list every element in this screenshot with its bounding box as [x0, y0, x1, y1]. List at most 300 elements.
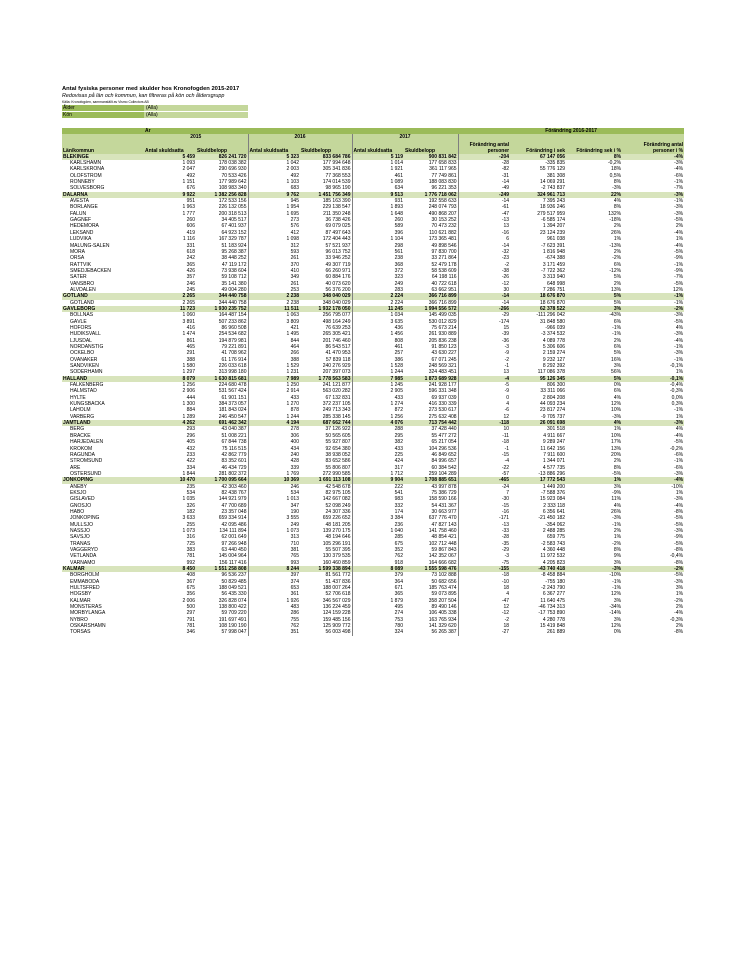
cell: 3 555 [248, 515, 300, 521]
cell: 659 226 652 [322, 515, 351, 522]
cell: 931 [352, 198, 404, 204]
cell: 683 [248, 185, 300, 191]
cell: 1 245 [352, 382, 404, 388]
cell: 2 047 [182, 166, 195, 173]
cell: 357 [186, 274, 195, 281]
header-forandring-antal: Förändring antal personer [458, 141, 510, 154]
row-label: VETLANDA [70, 553, 97, 560]
cell: 229 138 547 [322, 204, 351, 211]
cell: 136 224 459 [322, 604, 351, 611]
row-label: HÖGSBY [70, 591, 92, 598]
cell: 23 357 048 [221, 508, 247, 515]
row-label: SMEDJEBACKEN [70, 267, 111, 274]
cell: 381 308 [546, 172, 566, 179]
cell: 1 695 [248, 211, 300, 217]
row-label: ÅRE [70, 464, 81, 471]
cell: 82 975 105 [325, 489, 351, 496]
cell: 0% [613, 382, 622, 389]
cell: 1% [613, 236, 622, 243]
cell: -7 588 376 [541, 489, 566, 496]
cell: 791 [186, 616, 195, 623]
cell: 55 806 807 [325, 464, 351, 471]
cell: 34 405 517 [221, 217, 247, 224]
cell: 424 [352, 458, 404, 464]
cell: -465 [458, 477, 510, 483]
cell: -7% [674, 274, 684, 281]
cell: 8% [613, 179, 622, 186]
cell: 4 262 [144, 420, 196, 426]
cell: 163 765 934 [428, 616, 457, 623]
cell: 492 [248, 173, 300, 179]
cell: 755 [248, 617, 300, 623]
cell: 397 [248, 572, 300, 578]
cell: 48 854 421 [431, 534, 457, 541]
row-label: BRÄCKE [70, 432, 91, 439]
cell: 10% [611, 432, 622, 439]
cell: 52 098 249 [325, 502, 351, 509]
cell: 530 012 829 [428, 318, 457, 325]
cell: -12 [458, 281, 510, 287]
cell: 145 004 964 [218, 553, 247, 560]
cell: 324 483 451 [428, 369, 457, 376]
cell: 1 769 [248, 471, 300, 477]
cell: 1% [613, 426, 622, 433]
cell: 67 071 245 [431, 356, 457, 363]
cell: 22% [566, 192, 622, 198]
row-label: GISLAVED [70, 496, 95, 503]
cell: -5% [674, 318, 684, 325]
cell: 31 848 580 [540, 318, 566, 325]
cell: 41 708 962 [221, 350, 247, 357]
cell: 188 083 830 [428, 179, 457, 186]
cell: 1 073 [248, 528, 300, 534]
cell: 781 [186, 623, 195, 630]
cell: 464 [248, 344, 300, 350]
cell: 48 181 205 [325, 521, 351, 528]
cell: 167 329 787 [218, 236, 247, 243]
cell: 246 [186, 280, 195, 287]
cell: -12% [609, 267, 622, 274]
cell: 3% [566, 306, 622, 312]
cell: 18 936 246 [540, 204, 566, 211]
cell: -30 [458, 496, 510, 502]
cell: 361 [248, 591, 300, 597]
cell: -13 886 296 [538, 470, 566, 477]
cell: 659 334 914 [218, 515, 247, 522]
cell: -3% [622, 192, 684, 198]
cell: 141 758 460 [428, 527, 457, 534]
cell: -14% [609, 610, 622, 617]
cell: 2 006 [182, 597, 195, 604]
row-label: VÄRNAMO [70, 559, 96, 566]
cell: 51 183 924 [221, 242, 247, 249]
cell: 366 716 899 [428, 299, 457, 306]
cell: -8% [674, 559, 684, 566]
header-forandring-sek-pct: Förändring sek i % [566, 141, 622, 154]
cell: 50 682 656 [431, 578, 457, 585]
cell: -43 740 418 [510, 566, 566, 572]
cell: 1 103 [248, 179, 300, 185]
cell: -13% [609, 242, 622, 249]
source-note: Källa: Kronofogden, sammanställt av Vismo Collectors AB [62, 100, 149, 104]
cell: 190 [248, 509, 300, 515]
cell: 42 095 486 [221, 521, 247, 528]
cell: 1 093 [182, 160, 195, 167]
row-label: SÖDERHAMN [70, 369, 103, 376]
cell: 465 [186, 344, 195, 350]
row-label: KUNGSBACKA [70, 401, 105, 408]
cell: 1 777 [182, 210, 195, 217]
cell: 2% [613, 280, 622, 287]
cell: 753 [352, 617, 404, 623]
cell: 3 809 [248, 319, 300, 325]
cell: -3% [612, 185, 622, 192]
cell: 9 232 127 [542, 356, 566, 363]
cell: 47 119 172 [221, 261, 247, 268]
cell: -2% [622, 306, 684, 312]
cell: -174 [458, 319, 510, 325]
cell: 43 630 227 [431, 350, 457, 357]
cell: 306 [248, 433, 300, 439]
cell: 1 344 071 [542, 458, 566, 465]
cell: -16 [458, 230, 510, 236]
row-label: BORLÄNGE [70, 204, 98, 211]
cell: 364 [352, 579, 404, 585]
cell: 246 [248, 484, 300, 490]
cell: 1 630 815 681 [196, 376, 248, 382]
cell: 12 [458, 604, 510, 610]
cell: 492 [186, 172, 195, 179]
cell: 2% [675, 604, 684, 611]
cell: 366 716 899 [404, 293, 458, 299]
cell: -1 [458, 446, 510, 452]
cell: -5 [458, 382, 510, 388]
cell: 11 245 [352, 306, 404, 312]
cell: -3% [622, 420, 684, 426]
cell: 1 648 [352, 211, 404, 217]
cell: 188 049 521 [218, 585, 247, 592]
cell: 96 013 752 [325, 248, 351, 255]
cell: -8% [674, 629, 684, 636]
cell: 70 533 426 [221, 172, 247, 179]
cell: 174 [352, 509, 404, 515]
cell: 191 697 491 [218, 616, 247, 623]
cell: 256 795 077 [322, 312, 351, 319]
cell: 59 867 843 [431, 547, 457, 553]
cell: -5% [674, 572, 684, 579]
cell: 108 190 190 [218, 623, 247, 630]
row-label: STRÖMSUND [70, 458, 103, 465]
cell: -1% [674, 356, 684, 363]
cell: 55 927 807 [325, 439, 351, 446]
cell: 4% [675, 324, 684, 331]
cell: 59 709 220 [221, 610, 247, 617]
cell: 83 652 586 [325, 458, 351, 465]
cell: 2 488 285 [542, 527, 566, 534]
cell: 142 667 082 [322, 496, 351, 503]
cell: 97 830 700 [431, 248, 457, 255]
row-label: MÖNSTERÅS [70, 604, 102, 611]
cell: -12 [458, 610, 510, 616]
cell: 35 141 380 [221, 280, 247, 287]
cell: -15 [458, 452, 510, 458]
cell: 2 905 [352, 388, 404, 394]
cell: -28 [458, 534, 510, 540]
cell: 11% [611, 496, 622, 503]
cell: 1 098 [248, 236, 300, 242]
cell: 710 [248, 541, 300, 547]
row-label: MORA [70, 248, 85, 255]
cell: -0,4% [670, 553, 684, 560]
cell: -4% [674, 337, 684, 344]
cell: 419 [186, 229, 195, 236]
cell: 192 558 633 [428, 198, 457, 205]
cell: 1 456 [352, 331, 404, 337]
cell: 10 369 [248, 477, 300, 483]
cell: 185 163 390 [322, 198, 351, 205]
cell: -9 [458, 350, 510, 356]
cell: -2% [612, 255, 622, 262]
cell: 2 265 [182, 299, 195, 306]
cell: 11 640 475 [540, 597, 566, 604]
cell: 56 003 498 [325, 629, 351, 636]
cell: 826 241 720 [196, 154, 248, 160]
cell: 637 776 470 [428, 515, 457, 522]
cell: 5% [613, 350, 622, 357]
cell: 368 [352, 262, 404, 268]
cell: -4% [622, 154, 684, 160]
cell: 33 946 252 [325, 255, 351, 262]
cell: -1% [674, 407, 684, 414]
cell: 222 [352, 484, 404, 490]
cell: 54 431 367 [431, 502, 457, 509]
cell: 246 450 547 [218, 413, 247, 420]
cell: -18 [458, 439, 510, 445]
cell: -47 [458, 211, 510, 217]
cell: 18 [458, 623, 510, 629]
cell: -31 [458, 173, 510, 179]
row-label: HYLTE [70, 394, 86, 401]
cell: 59 073 895 [431, 591, 457, 598]
cell: 634 [352, 185, 404, 191]
cell: 1 893 [352, 204, 404, 210]
cell: 2 238 [248, 300, 300, 306]
cell: -8 458 884 [541, 572, 566, 579]
cell: 200 318 513 [218, 210, 247, 217]
cell: 285 [352, 534, 404, 540]
cell: 286 [248, 610, 300, 616]
cell: 2% [675, 623, 684, 630]
cell: 7 985 [352, 376, 404, 382]
cell: 348 040 029 [322, 299, 351, 306]
cell: 55 477 272 [431, 432, 457, 439]
cell: 2% [613, 337, 622, 344]
cell: -33 [458, 528, 510, 534]
cell: 765 [248, 553, 300, 559]
cell: 52 479 178 [431, 261, 457, 268]
cell: 98 965 190 [325, 185, 351, 192]
cell: -5% [674, 280, 684, 287]
cell: 412 [248, 230, 300, 236]
cell: 37 428 440 [431, 426, 457, 433]
row-label: HALMSTAD [70, 388, 97, 395]
cell: -3% [612, 515, 622, 522]
filter-age[interactable] [62, 105, 684, 112]
cell: -14 [458, 293, 510, 299]
row-label: GOTLAND [62, 293, 144, 299]
cell: 7 911 600 [543, 451, 566, 458]
row-label: LAHOLM [70, 407, 91, 414]
cell: 671 [352, 585, 404, 591]
cell: 188 007 264 [322, 585, 351, 592]
cell: -7% [674, 185, 684, 192]
cell: -5% [674, 540, 684, 547]
cell: 12% [611, 591, 622, 598]
cell: 96 221 353 [431, 185, 457, 192]
cell: 7 [458, 490, 510, 496]
cell: 1% [675, 489, 684, 496]
cell: 18 676 870 [510, 293, 566, 299]
cell: 6 367 277 [542, 591, 566, 598]
cell: 313 [248, 534, 300, 540]
cell: 86 543 517 [325, 344, 351, 350]
row-label: GÄVLEBORG [62, 306, 144, 312]
row-label: MÖRBYLÅNGA [70, 610, 106, 617]
cell: 1% [675, 236, 684, 243]
cell: 6% [613, 388, 622, 395]
cell: 1 289 [182, 413, 195, 420]
cell: 1 921 [352, 166, 404, 172]
filter-gender-value[interactable]: (Alla) [144, 112, 248, 118]
row-label: SÄTER [70, 274, 87, 281]
cell: -3% [674, 470, 684, 477]
header-forandring-antal-pct: Förändring antal personer i % [622, 141, 684, 154]
cell: 428 [248, 458, 300, 464]
cell: 40 722 618 [431, 280, 457, 287]
cell: 9% [613, 553, 622, 560]
cell: 62 001 649 [221, 534, 247, 541]
cell: -2 243 790 [541, 585, 566, 592]
cell: -111 296 042 [536, 312, 566, 319]
row-label: MALUNG-SÄLEN [70, 242, 110, 249]
cell: 3 384 [352, 515, 404, 521]
cell: 344 440 758 [218, 299, 247, 306]
header-2017: 2017 [352, 134, 458, 140]
cell: 332 [352, 503, 404, 509]
cell: -13 [458, 522, 510, 528]
cell: 159 485 156 [322, 616, 351, 623]
filter-age-value[interactable]: (Alla) [144, 105, 248, 111]
row-label: SANDVIKEN [70, 363, 99, 370]
cell: 1 474 [182, 331, 195, 338]
cell: 356 [186, 591, 195, 598]
cell: 416 330 339 [428, 401, 457, 408]
cell: -24 [458, 484, 510, 490]
cell: -5% [612, 470, 622, 477]
cell: 194 879 981 [218, 337, 247, 344]
cell: -2 [458, 262, 510, 268]
cell: 296 [186, 432, 195, 439]
cell: 384 373 057 [218, 401, 247, 408]
cell: 41 470 953 [325, 350, 351, 357]
filter-age-label: Ålder [62, 105, 144, 111]
cell: 4% [613, 198, 622, 205]
cell: -3% [674, 210, 684, 217]
cell: 36 738 426 [325, 217, 351, 224]
cell: 861 [186, 337, 195, 344]
header-antal-2015: Antal skuldsatta [144, 141, 196, 154]
cell: -10% [671, 483, 684, 490]
filter-gender[interactable] [62, 112, 684, 119]
header-antal-2016: Antal skuldsatta [248, 141, 300, 154]
cell: 11 642 156 [540, 445, 566, 452]
cell: 534 [248, 490, 300, 496]
cell: 288 [352, 426, 404, 432]
row-label: KROKOM [70, 445, 93, 452]
cell: -38 [458, 268, 510, 274]
cell: 65 217 054 [431, 439, 457, 446]
cell: 47 700 689 [221, 502, 247, 509]
cell: 444 [186, 394, 195, 401]
cell: 55 507 395 [325, 547, 351, 553]
cell: 242 [186, 255, 195, 262]
cell: 4 577 735 [542, 464, 566, 471]
cell: 659 775 [546, 534, 566, 541]
cell: 293 [186, 426, 195, 433]
report-title: Antal fysiska personer med skulder hos Kronofogden 2015-2017 [62, 86, 240, 92]
cell: 75 673 214 [431, 324, 457, 331]
cell: 1% [566, 477, 622, 483]
cell: -1% [674, 299, 684, 306]
cell: 7 395 243 [542, 198, 566, 205]
cell: 3 633 [182, 515, 195, 522]
cell: 49 307 719 [325, 261, 351, 268]
cell: 172 533 156 [218, 198, 247, 205]
cell: -3% [612, 413, 622, 420]
row-label: NYBRO [70, 616, 88, 623]
cell: 1 244 [352, 369, 404, 375]
cell: 1 089 [352, 179, 404, 185]
cell: 15 419 848 [540, 623, 566, 630]
cell: 346 567 029 [322, 597, 351, 604]
cell: 8% [613, 547, 622, 553]
cell: 4 360 448 [542, 547, 566, 553]
cell: 806 300 [546, 382, 566, 389]
cell: 158 590 166 [428, 496, 457, 503]
cell: 983 [352, 496, 404, 502]
cell: -46 734 313 [538, 604, 566, 611]
cell: 436 [352, 325, 404, 331]
cell: 144 921 979 [218, 496, 247, 503]
cell: 383 [186, 547, 195, 553]
cell: 305 341 836 [322, 166, 351, 173]
cell: 495 [352, 604, 404, 610]
cell: 1 555 598 476 [404, 566, 458, 572]
cell: 1 529 [248, 363, 300, 369]
cell: 992 [186, 559, 195, 566]
row-label: TORSÅS [70, 629, 91, 636]
cell: 1 035 [182, 496, 195, 503]
cell: 8% [613, 204, 622, 211]
cell: 61 901 151 [221, 394, 247, 401]
cell: -3% [674, 160, 684, 167]
cell: 248 074 793 [428, 204, 457, 211]
cell: 961 038 [546, 236, 566, 243]
row-label: BLEKINGE [62, 154, 144, 160]
cell: 0,0% [671, 394, 684, 401]
cell: 40 073 620 [325, 280, 351, 287]
cell: 13% [611, 286, 622, 293]
